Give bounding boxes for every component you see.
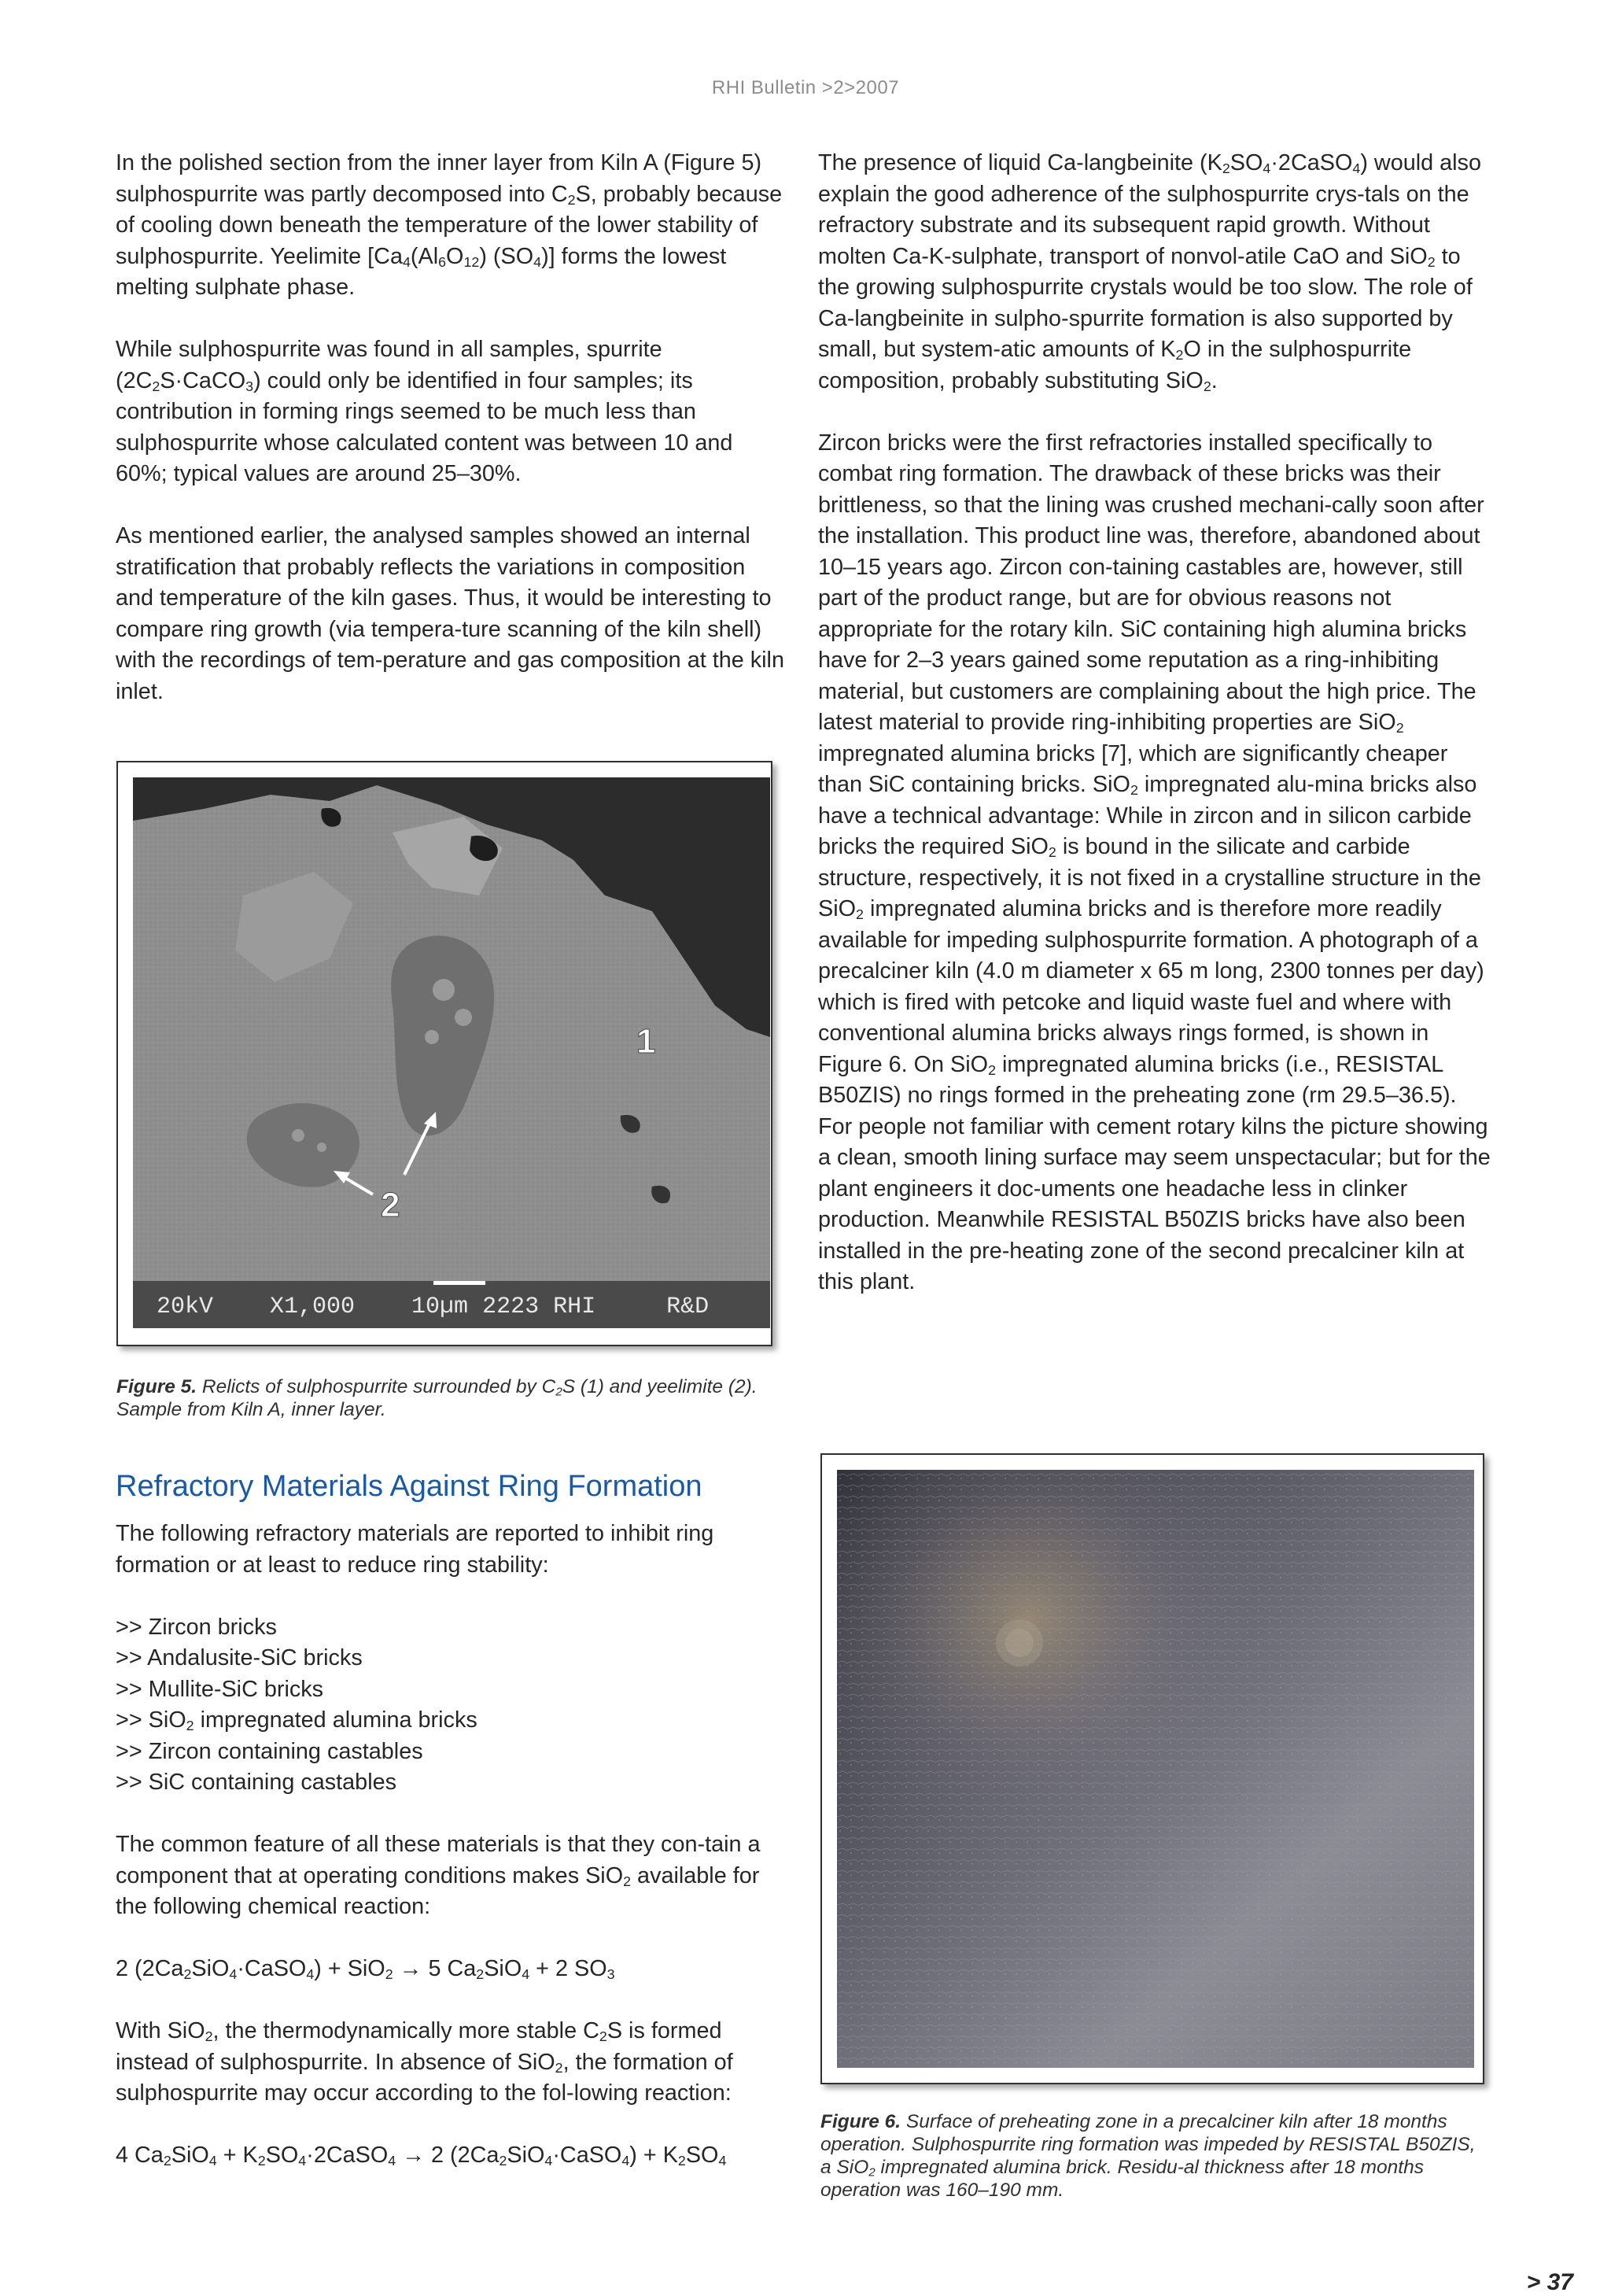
materials-list [116, 1612, 788, 1799]
paragraph-ca-langbeinite: The presence of liquid Ca-langbeinite $(K_2SO_4\cdot 2CaSO_4)$ would also explain the good adherence of the sulphospurrite crys-tals on the refractory substrate and its subsequent rapid growth. Without molten Ca-K-sulphate, transport of nonvol-atile CaO and SiO$_2$ to the growing sulphospurrite crystals would be too slow. The role of Ca-langbeinite in sulpho-spurrite formation is also supported by small, but system-atic amounts of $K_2O$ in the sulphospurrite composition, probably substituting SiO$_2$. [818, 150, 1481, 394]
equation-1: 2 $(2Ca_2SiO_4\cdot CaSO_4) + SiO_2 \to 5$ $Ca_2SiO_4 + 2$ $SO_3$ [116, 1956, 615, 1982]
list-item: >> Zircon containing castables [116, 1738, 423, 1764]
figure-5-sem-image [133, 777, 770, 1328]
figure-6-caption: Figure 6. Surface of preheating zone in a precalciner kiln after 18 months operation. Sulphospurrite ring formation was impeded by RESISTAL B50ZIS, a SiO$_2$ impregnated alumina brick. Residu-al thickness after 18 months operation was 160–190 mm. [820, 2111, 1476, 2201]
list-item: >> Mullite-SiC bricks [116, 1676, 324, 1702]
paragraph-zircon-bricks: Zircon bricks were the first refractories installed specifically to combat ring formation. The drawback of these bricks was their brittleness, so that the lining was crushed mechani-cally soon after the installation. This product line was, therefore, abandoned about 10–15 years ago. Zircon con-taining castables are, however, still part of the product range, but are for obvious reasons not appropriate for the rotary kiln. SiC containing high alumina bricks have for 2–3 years gained some reputation as a ring-inhibiting material, but customers are complaining about the high price. The latest material to provide ring-inhibiting properties are SiO$_2$ impregnated alumina bricks [7], which are significantly cheaper than SiC containing bricks. SiO$_2$ impregnated alu-mina bricks also have a technical advantage: While in zircon and in silicon carbide bricks the required SiO$_2$ is bound in the silicate and carbide structure, respectively, it is not fixed in a crystalline structure in the SiO$_2$ impregnated alumina bricks and is therefore more readily available for impeding sulphospurrite formation. A photograph of a precalciner kiln (4.0 m diameter x 65 m long, 2300 tonnes per day) which is fired with petcoke and liquid waste fuel and where with conventional alumina bricks always rings formed, is shown in Figure 6. On SiO$_2$ impregnated alumina bricks (i.e., RESISTAL B50ZIS) no rings formed in the preheating zone (rm 29.5–36.5). For people not familiar with cement rotary kilns the picture showing a clean, smooth lining surface may seem unspectacular; but for the plant engineers it doc-uments one headache less in clinker production. Meanwhile RESISTAL B50ZIS bricks have also been installed in the pre-heating zone of the second precalciner kiln at this plant. [818, 430, 1491, 1294]
sem-label-2: 2 [381, 1186, 400, 1224]
list-item: >> SiO$_2$ impregnated alumina bricks [116, 1707, 477, 1733]
list-item: >> Zircon bricks [116, 1614, 277, 1640]
right-column-text [818, 148, 1495, 1298]
figure-6-kiln-photo [837, 1470, 1474, 2068]
left-column-section-text [116, 1519, 788, 2172]
scale-bar [433, 1281, 485, 1285]
kiln-texture [837, 1470, 1474, 2068]
running-header: RHI Bulletin >2>2007 [711, 77, 900, 98]
sem-info-text: 20kV X1,000 10µm 2223 RHI R&D [157, 1294, 710, 1320]
figure-6-frame [820, 1453, 1484, 2084]
paragraph-polished-section: In the polished section from the inner layer from Kiln A (Figure 5) sulphospurrite was partly decomposed into $C_2S$, probably because of cooling down beneath the temperature of the lower stability of sulphospurrite. Yeelimite [$Ca_4(Al_6O_{12})$ $(SO_4)$] forms the lowest melting sulphate phase. [116, 150, 783, 300]
list-item: >> SiC containing castables [116, 1770, 397, 1795]
paragraph-with-sio2: With SiO$_2$, the thermodynamically more stable $C_2S$ is formed instead of sulphospurrite. In absence of SiO$_2$, the formation of sulphospurrite may occur according to the fol-lowing reaction: [116, 2018, 733, 2106]
sem-label-1: 1 [636, 1022, 656, 1061]
paragraph-common-feature: The common feature of all these materials is that they con-tain a component that at operating conditions makes SiO$_2$ available for the following chemical reaction: [116, 1832, 761, 1919]
paragraph-spurrite: While sulphospurrite was found in all samples, spurrite $(2C_2S\cdot CaCO_3)$ could only be identified in four samples; its contribution in forming rings seemed to be much less than sulphospurrite whose calculated content was between 10 and 60%; typical values are around 25–30%. [116, 337, 733, 486]
figure-5-frame [116, 761, 772, 1346]
section-intro: The following refractory materials are reported to inhibit ring formation or at least to reduce ring stability: [116, 1521, 714, 1578]
figure-5-caption: Figure 5. Relicts of sulphospurrite surrounded by $C_2S$ (1) and yeelimite (2). Sample from Kiln A, inner layer. [116, 1376, 758, 1420]
list-item: >> Andalusite-SiC bricks [116, 1645, 363, 1670]
page-number: > 37 [1526, 2269, 1573, 2295]
paragraph-stratification: As mentioned earlier, the analysed samples showed an internal stratification that probably reflects the variations in composition and temperature of the kiln gases. Thus, it would be interesting to compare ring growth (via tempera-ture scanning of the kiln shell) with the recordings of tem-perature and gas composition at the kiln inlet. [116, 523, 784, 704]
equation-2: 4 $Ca_2SiO_4$ + $K_2SO_4\cdot 2CaSO_4 \to 2$ $(2Ca_2SiO_4\cdot CaSO_4) + K_2SO_4$ [116, 2143, 727, 2169]
section-heading: Refractory Materials Against Ring Formation [116, 1470, 702, 1503]
left-column-text [116, 148, 788, 707]
